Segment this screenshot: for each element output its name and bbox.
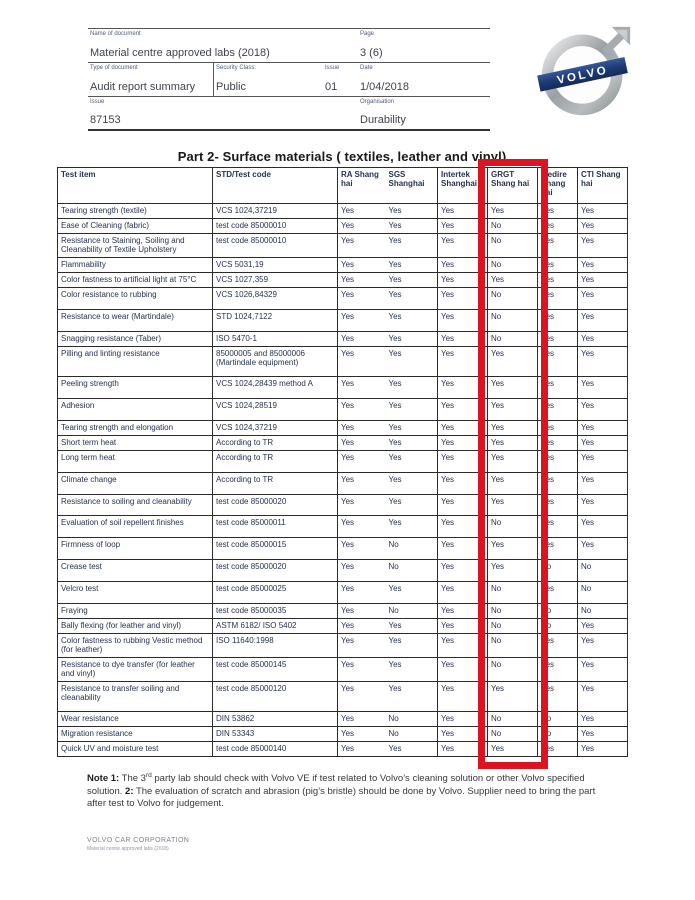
note-2-label: 2:	[125, 785, 134, 797]
table-row	[58, 347, 628, 377]
test-code-cell: VCS 1024,28439 method A	[213, 377, 338, 399]
lab-value-cell: Yes	[338, 288, 386, 310]
table-row	[58, 604, 628, 619]
test-code-cell: VCS 1027,359	[213, 273, 338, 288]
lab-value-cell: Yes	[578, 436, 628, 451]
test-item-cell: Evaluation of soil repellent finishes	[58, 516, 213, 538]
organisation-label: Organisation	[360, 99, 395, 105]
test-item-cell: Ease of Cleaning (fabric)	[58, 219, 213, 234]
table-row	[58, 288, 628, 310]
lab-value-cell: Yes	[578, 495, 628, 516]
test-code-cell: test code 85000035	[213, 604, 338, 619]
lab-value-cell: Yes	[386, 310, 438, 332]
lab-value-cell: Yes	[488, 560, 538, 582]
lab-value-cell: Yes	[438, 273, 488, 288]
lab-value-cell: Yes	[538, 682, 578, 712]
page-title: Part 2- Surface materials ( textiles, leather and vinyl)	[177, 149, 507, 164]
lab-value-cell: Yes	[488, 436, 538, 451]
lab-value-cell: Yes	[538, 204, 578, 219]
test-item-cell: Color fastness to artificial light at 75°C	[58, 273, 213, 288]
lab-value-cell: Yes	[538, 377, 578, 399]
test-code-cell: VCS 1026,84329	[213, 288, 338, 310]
test-code-cell: VCS 5031,19	[213, 258, 338, 273]
lab-value-cell: Yes	[538, 273, 578, 288]
lab-value-cell: Yes	[338, 332, 386, 347]
table-row	[58, 742, 628, 757]
lab-value-cell: Yes	[438, 377, 488, 399]
divider	[213, 63, 214, 96]
lab-value-cell: Yes	[538, 347, 578, 377]
lab-value-cell: Yes	[386, 582, 438, 604]
lab-value-cell: Yes	[338, 582, 386, 604]
lab-value-cell: No	[488, 604, 538, 619]
lab-value-cell: Yes	[438, 634, 488, 658]
test-item-cell: Wear resistance	[58, 712, 213, 727]
lab-value-cell: Yes	[578, 682, 628, 712]
lab-value-cell: Yes	[578, 742, 628, 757]
test-code-cell: test code 85000015	[213, 538, 338, 560]
table-row	[58, 219, 628, 234]
lab-value-cell: Yes	[386, 421, 438, 436]
test-item-cell: Resistance to Staining, Soiling and Cleanability of Textile Upholstery	[58, 234, 213, 258]
test-code-cell: ISO 5470-1	[213, 332, 338, 347]
lab-value-cell: Yes	[578, 234, 628, 258]
test-code-cell: test code 85000011	[213, 516, 338, 538]
lab-value-cell: Yes	[578, 347, 628, 377]
lab-value-cell: Yes	[386, 619, 438, 634]
lab-value-cell: Yes	[578, 712, 628, 727]
lab-value-cell: Yes	[488, 347, 538, 377]
test-item-cell: Snagging resistance (Taber)	[58, 332, 213, 347]
lab-value-cell: Yes	[578, 219, 628, 234]
lab-value-cell: Yes	[386, 436, 438, 451]
lab-value-cell: Yes	[338, 634, 386, 658]
column-header-medire-shanghai: Medire Shang hai	[538, 168, 578, 204]
lab-value-cell: No	[488, 727, 538, 742]
lab-value-cell: Yes	[538, 634, 578, 658]
table-row	[58, 451, 628, 473]
lab-value-cell: Yes	[338, 727, 386, 742]
lab-value-cell: Yes	[538, 234, 578, 258]
approved-labs-table	[57, 167, 628, 757]
table-row	[58, 619, 628, 634]
test-item-cell: Climate change	[58, 473, 213, 495]
lab-value-cell: Yes	[338, 310, 386, 332]
table-row	[58, 258, 628, 273]
lab-value-cell: Yes	[386, 332, 438, 347]
lab-value-cell: No	[488, 258, 538, 273]
lab-value-cell: Yes	[488, 399, 538, 421]
lab-value-cell: Yes	[438, 516, 488, 538]
date-value: 1/04/2018	[360, 81, 409, 93]
lab-value-cell: Yes	[438, 582, 488, 604]
lab-value-cell: Yes	[538, 658, 578, 682]
lab-value-cell: No	[488, 234, 538, 258]
lab-value-cell: Yes	[488, 204, 538, 219]
lab-value-cell: Yes	[578, 421, 628, 436]
lab-value-cell: Yes	[538, 399, 578, 421]
lab-value-cell: No	[488, 634, 538, 658]
lab-value-cell: Yes	[438, 727, 488, 742]
arrow-icon	[605, 27, 630, 52]
lab-value-cell: Yes	[386, 495, 438, 516]
lab-value-cell: No	[488, 219, 538, 234]
lab-value-cell: Yes	[488, 538, 538, 560]
lab-value-cell: Yes	[338, 538, 386, 560]
lab-value-cell: Yes	[438, 560, 488, 582]
test-code-cell: test code 85000010	[213, 219, 338, 234]
lab-value-cell: Yes	[538, 473, 578, 495]
lab-value-cell: Yes	[578, 658, 628, 682]
column-header-intertek-shanghai: Intertek Shanghai	[438, 168, 488, 204]
footer-document-name: Material centre approved labs (2018)	[87, 845, 169, 852]
lab-value-cell: Yes	[438, 332, 488, 347]
lab-value-cell: Yes	[338, 682, 386, 712]
lab-value-cell: Yes	[386, 658, 438, 682]
lab-value-cell: Yes	[438, 399, 488, 421]
lab-value-cell: Yes	[538, 582, 578, 604]
test-item-cell: Fraying	[58, 604, 213, 619]
lab-value-cell: Yes	[386, 377, 438, 399]
lab-value-cell: Yes	[488, 682, 538, 712]
test-code-cell: VCS 1024,28519	[213, 399, 338, 421]
lab-value-cell: Yes	[578, 727, 628, 742]
table-wrapper	[57, 167, 627, 757]
lab-value-cell: Yes	[578, 516, 628, 538]
lab-value-cell: No	[386, 604, 438, 619]
table-row	[58, 310, 628, 332]
lab-value-cell: No	[386, 538, 438, 560]
lab-value-cell: Yes	[386, 204, 438, 219]
lab-value-cell: No	[488, 288, 538, 310]
lab-value-cell: Yes	[488, 742, 538, 757]
lab-value-cell: Yes	[578, 204, 628, 219]
lab-value-cell: Yes	[438, 604, 488, 619]
lab-value-cell: Yes	[438, 347, 488, 377]
lab-value-cell: Yes	[338, 604, 386, 619]
lab-value-cell: Yes	[438, 619, 488, 634]
test-code-cell: test code 85000120	[213, 682, 338, 712]
table-row	[58, 582, 628, 604]
lab-value-cell: Yes	[338, 473, 386, 495]
lab-value-cell: Yes	[578, 377, 628, 399]
lab-value-cell: Yes	[438, 436, 488, 451]
volvo-iron-mark-icon	[536, 24, 634, 120]
lab-value-cell: No	[538, 712, 578, 727]
lab-value-cell: Yes	[338, 377, 386, 399]
lab-value-cell: Yes	[578, 273, 628, 288]
lab-value-cell: No	[488, 619, 538, 634]
test-code-cell: test code 85000010	[213, 234, 338, 258]
table-row	[58, 495, 628, 516]
column-header-std-test-code: STD/Test code	[213, 168, 338, 204]
test-code-cell: test code 85000145	[213, 658, 338, 682]
test-code-cell: 85000005 and 85000006 (Martindale equipment)	[213, 347, 338, 377]
lab-value-cell: Yes	[578, 473, 628, 495]
lab-value-cell: Yes	[538, 538, 578, 560]
test-item-cell: Migration resistance	[58, 727, 213, 742]
test-item-cell: Crease test	[58, 560, 213, 582]
test-item-cell: Short term heat	[58, 436, 213, 451]
organisation-value: Durability	[360, 114, 406, 126]
lab-value-cell: Yes	[338, 421, 386, 436]
lab-value-cell: Yes	[338, 347, 386, 377]
page-label: Page	[360, 31, 375, 37]
lab-value-cell: Yes	[538, 310, 578, 332]
lab-value-cell: Yes	[386, 682, 438, 712]
lab-value-cell: Yes	[538, 332, 578, 347]
test-item-cell: Color fastness to rubbing Vestic method (for leather)	[58, 634, 213, 658]
lab-value-cell: Yes	[538, 516, 578, 538]
lab-value-cell: Yes	[578, 288, 628, 310]
lab-value-cell: Yes	[538, 742, 578, 757]
page-footer	[87, 837, 627, 852]
lab-value-cell: Yes	[338, 399, 386, 421]
table-row	[58, 658, 628, 682]
lab-value-cell: No	[488, 332, 538, 347]
lab-value-cell: Yes	[438, 742, 488, 757]
note-1-label: Note 1:	[87, 773, 120, 785]
lab-value-cell: Yes	[338, 451, 386, 473]
lab-value-cell: Yes	[488, 495, 538, 516]
lab-value-cell: Yes	[386, 273, 438, 288]
lab-value-cell: Yes	[438, 204, 488, 219]
header-row-1	[88, 29, 490, 63]
lab-value-cell: Yes	[338, 516, 386, 538]
lab-value-cell: Yes	[386, 288, 438, 310]
issue-number-label: Issue	[90, 99, 105, 105]
test-code-cell: ISO 11640:1998	[213, 634, 338, 658]
lab-value-cell: Yes	[578, 310, 628, 332]
lab-value-cell: Yes	[438, 473, 488, 495]
lab-value-cell: Yes	[578, 538, 628, 560]
test-item-cell: Color resistance to rubbing	[58, 288, 213, 310]
table-row	[58, 421, 628, 436]
test-code-cell: DIN 53862	[213, 712, 338, 727]
lab-value-cell: Yes	[578, 258, 628, 273]
lab-value-cell: Yes	[538, 288, 578, 310]
lab-value-cell: No	[488, 516, 538, 538]
lab-value-cell: Yes	[338, 273, 386, 288]
lab-value-cell: No	[538, 619, 578, 634]
lab-value-cell: Yes	[386, 742, 438, 757]
lab-value-cell: Yes	[578, 451, 628, 473]
date-label: Date	[360, 65, 373, 71]
table-row	[58, 332, 628, 347]
volvo-logo	[536, 24, 634, 120]
lab-value-cell: Yes	[338, 234, 386, 258]
table-row	[58, 473, 628, 495]
lab-value-cell: No	[578, 560, 628, 582]
security-class-label: Security Class:	[216, 65, 257, 71]
lab-value-cell: No	[538, 560, 578, 582]
lab-value-cell: Yes	[488, 421, 538, 436]
lab-value-cell: No	[488, 310, 538, 332]
lab-value-cell: Yes	[538, 421, 578, 436]
lab-value-cell: Yes	[438, 219, 488, 234]
table-row	[58, 560, 628, 582]
test-item-cell: Tearing strength (textile)	[58, 204, 213, 219]
lab-value-cell: Yes	[438, 258, 488, 273]
test-item-cell: Quick UV and moisture test	[58, 742, 213, 757]
name-of-document-label: Name of document	[90, 31, 141, 37]
note-text: Note 1: The 3rd party lab should check with Volvo VE if test related to Volvo’s cleaning solution or other Volvo specified solution. 2: The evaluation of scratch and abrasion (pig’s bristle) should be done by Volvo. Supplier need to bring the part after test to Volvo for judgement.	[87, 772, 596, 810]
test-code-cell: ASTM 6182/ ISO 5402	[213, 619, 338, 634]
lab-value-cell: Yes	[488, 451, 538, 473]
lab-value-cell: Yes	[578, 619, 628, 634]
lab-value-cell: Yes	[538, 219, 578, 234]
lab-value-cell: Yes	[488, 273, 538, 288]
lab-value-cell: Yes	[438, 451, 488, 473]
lab-value-cell: Yes	[386, 399, 438, 421]
lab-value-cell: Yes	[338, 219, 386, 234]
lab-value-cell: Yes	[578, 332, 628, 347]
lab-value-cell: Yes	[386, 516, 438, 538]
lab-value-cell: Yes	[386, 451, 438, 473]
lab-value-cell: Yes	[338, 742, 386, 757]
test-code-cell: According to TR	[213, 473, 338, 495]
column-header-cti-shanghai: CTI Shang hai	[578, 168, 628, 204]
header-row-2	[88, 63, 490, 97]
lab-value-cell: Yes	[538, 436, 578, 451]
lab-value-cell: Yes	[438, 234, 488, 258]
test-code-cell: According to TR	[213, 451, 338, 473]
lab-value-cell: Yes	[386, 234, 438, 258]
lab-value-cell: Yes	[438, 682, 488, 712]
name-of-document-value: Material centre approved labs (2018)	[90, 47, 270, 59]
main-content	[57, 149, 627, 852]
lab-value-cell: Yes	[578, 634, 628, 658]
column-header-sgs-shanghai: SGS Shanghai	[386, 168, 438, 204]
test-item-cell: Resistance to transfer soiling and cleanability	[58, 682, 213, 712]
logo-wordmark: VOLVO	[556, 64, 610, 87]
test-item-cell: Bally flexing (for leather and vinyl)	[58, 619, 213, 634]
table-row	[58, 234, 628, 258]
table-header-row	[58, 168, 628, 204]
document-header	[88, 28, 490, 131]
lab-value-cell: No	[488, 582, 538, 604]
column-header-ra-shanghai: RA Shang hai	[338, 168, 386, 204]
lab-value-cell: No	[488, 712, 538, 727]
test-code-cell: test code 85000020	[213, 495, 338, 516]
lab-value-cell: Yes	[386, 219, 438, 234]
table-row	[58, 436, 628, 451]
table-row	[58, 538, 628, 560]
test-item-cell: Adhesion	[58, 399, 213, 421]
issue-value: 01	[325, 81, 338, 93]
lab-value-cell: Yes	[338, 619, 386, 634]
table-row	[58, 516, 628, 538]
lab-value-cell: Yes	[386, 347, 438, 377]
lab-value-cell: Yes	[488, 377, 538, 399]
table-row	[58, 273, 628, 288]
lab-value-cell: Yes	[338, 495, 386, 516]
lab-value-cell: Yes	[488, 473, 538, 495]
lab-value-cell: No	[386, 560, 438, 582]
type-of-document-value: Audit report summary	[90, 81, 196, 93]
test-code-cell: test code 85000020	[213, 560, 338, 582]
issue-label: Issue	[325, 65, 340, 71]
lab-value-cell: Yes	[438, 495, 488, 516]
table-row	[58, 377, 628, 399]
type-of-document-label: Type of document	[90, 65, 138, 71]
lab-value-cell: Yes	[338, 258, 386, 273]
column-header-test-item: Test item	[58, 168, 213, 204]
lab-value-cell: No	[386, 712, 438, 727]
header-row-3	[88, 97, 490, 131]
lab-value-cell: No	[488, 658, 538, 682]
lab-value-cell: Yes	[338, 658, 386, 682]
lab-value-cell: Yes	[438, 712, 488, 727]
test-code-cell: VCS 1024,37219	[213, 421, 338, 436]
table-row	[58, 682, 628, 712]
test-item-cell: Peeling strength	[58, 377, 213, 399]
column-header-grgt-shanghai: GRGT Shang hai	[488, 168, 538, 204]
issue-number-value: 87153	[90, 114, 121, 126]
lab-value-cell: Yes	[338, 560, 386, 582]
lab-value-cell: Yes	[386, 634, 438, 658]
table-row	[58, 204, 628, 219]
test-item-cell: Long term heat	[58, 451, 213, 473]
test-item-cell: Flammability	[58, 258, 213, 273]
test-item-cell: Pilling and linting resistance	[58, 347, 213, 377]
lab-value-cell: Yes	[338, 712, 386, 727]
test-code-cell: STD 1024,7122	[213, 310, 338, 332]
lab-value-cell: Yes	[438, 658, 488, 682]
lab-value-cell: No	[578, 604, 628, 619]
lab-value-cell: Yes	[386, 473, 438, 495]
table-row	[58, 634, 628, 658]
table-body	[58, 204, 628, 757]
table-row	[58, 712, 628, 727]
lab-value-cell: Yes	[338, 436, 386, 451]
lab-value-cell: Yes	[438, 421, 488, 436]
test-code-cell: test code 85000140	[213, 742, 338, 757]
test-code-cell: DIN 53343	[213, 727, 338, 742]
test-code-cell: VCS 1024,37219	[213, 204, 338, 219]
test-item-cell: Resistance to dye transfer (for leather and vinyl)	[58, 658, 213, 682]
test-item-cell: Resistance to wear (Martindale)	[58, 310, 213, 332]
test-item-cell: Tearing strength and elongation	[58, 421, 213, 436]
test-item-cell: Velcro test	[58, 582, 213, 604]
lab-value-cell: Yes	[578, 399, 628, 421]
lab-value-cell: No	[538, 604, 578, 619]
test-item-cell: Firmness of loop	[58, 538, 213, 560]
lab-value-cell: Yes	[386, 258, 438, 273]
page-value: 3 (6)	[360, 47, 383, 59]
lab-value-cell: No	[538, 727, 578, 742]
security-class-value: Public	[216, 81, 246, 93]
test-item-cell: Resistance to soiling and cleanability	[58, 495, 213, 516]
test-code-cell: According to TR	[213, 436, 338, 451]
lab-value-cell: No	[386, 727, 438, 742]
lab-value-cell: Yes	[338, 204, 386, 219]
test-code-cell: test code 85000025	[213, 582, 338, 604]
lab-value-cell: Yes	[538, 495, 578, 516]
table-row	[58, 727, 628, 742]
footer-company-name: VOLVO CAR CORPORATION	[87, 836, 190, 844]
lab-value-cell: Yes	[438, 310, 488, 332]
lab-value-cell: Yes	[538, 258, 578, 273]
table-row	[58, 399, 628, 421]
lab-value-cell: No	[578, 582, 628, 604]
lab-value-cell: Yes	[438, 538, 488, 560]
lab-value-cell: Yes	[538, 451, 578, 473]
lab-value-cell: Yes	[438, 288, 488, 310]
